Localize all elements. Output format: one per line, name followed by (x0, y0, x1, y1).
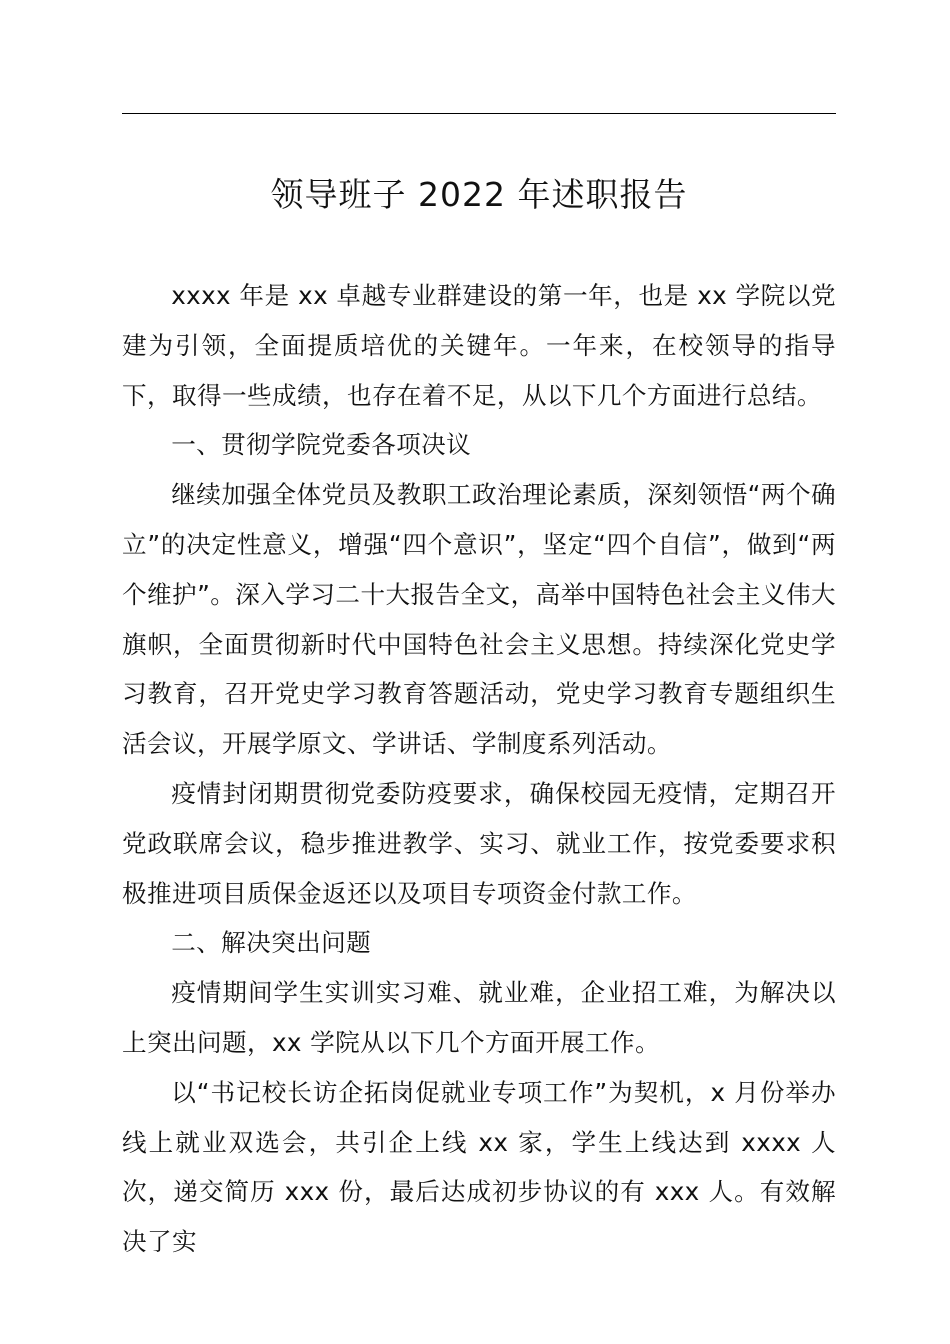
section-heading-1: 一、贯彻学院党委各项决议 (171, 430, 472, 460)
document-body (122, 271, 836, 1267)
paragraph-epidemic-measures: 疫情封闭期贯彻党委防疫要求，确保校园无疫情，定期召开党政联席会议，稳步推进教学、实习、就业工作，按党委要求积极推进项目质保金返还以及项目专项资金付款工作。 (122, 778, 836, 908)
document-title: 领导班子 2022 年述职报告 (270, 175, 688, 214)
paragraph-job-fair: 以“书记校长访企拓岗促就业专项工作”为契机，x 月份举办线上就业双选会，共引企上线 xx 家，学生上线达到 xxxx 人次，递交简历 xxx 份，最后达成初步协议的有 xxx 人。有效解决了实 (122, 1077, 836, 1257)
paragraph-problems: 疫情期间学生实训实习难、就业难，企业招工难，为解决以上突出问题，xx 学院从以下几个方面开展工作。 (122, 978, 836, 1057)
paragraph-intro: xxxx 年是 xx 卓越专业群建设的第一年，也是 xx 学院以党建为引领，全面提质培优的关键年。一年来，在校领导的指导下，取得一些成绩，也存在着不足，从以下几个方面进行总结。 (122, 281, 836, 410)
paragraph-political-study: 继续加强全体党员及教职工政治理论素质，深刻领悟“两个确立”的决定性意义，增强“四个意识”，坚定“四个自信”，做到“两个维护”。深入学习二十大报告全文，高举中国特色社会主义伟大旗帜，全面贯彻新时代中国特色社会主义思想。持续深化党史学习教育，召开党史学习教育答题活动，党史学习教育专题组织生活会议，开展学原文、学讲话、学制度系列活动。 (122, 480, 836, 759)
header-rule (122, 113, 836, 114)
section-heading-2: 二、解决突出问题 (171, 928, 372, 958)
